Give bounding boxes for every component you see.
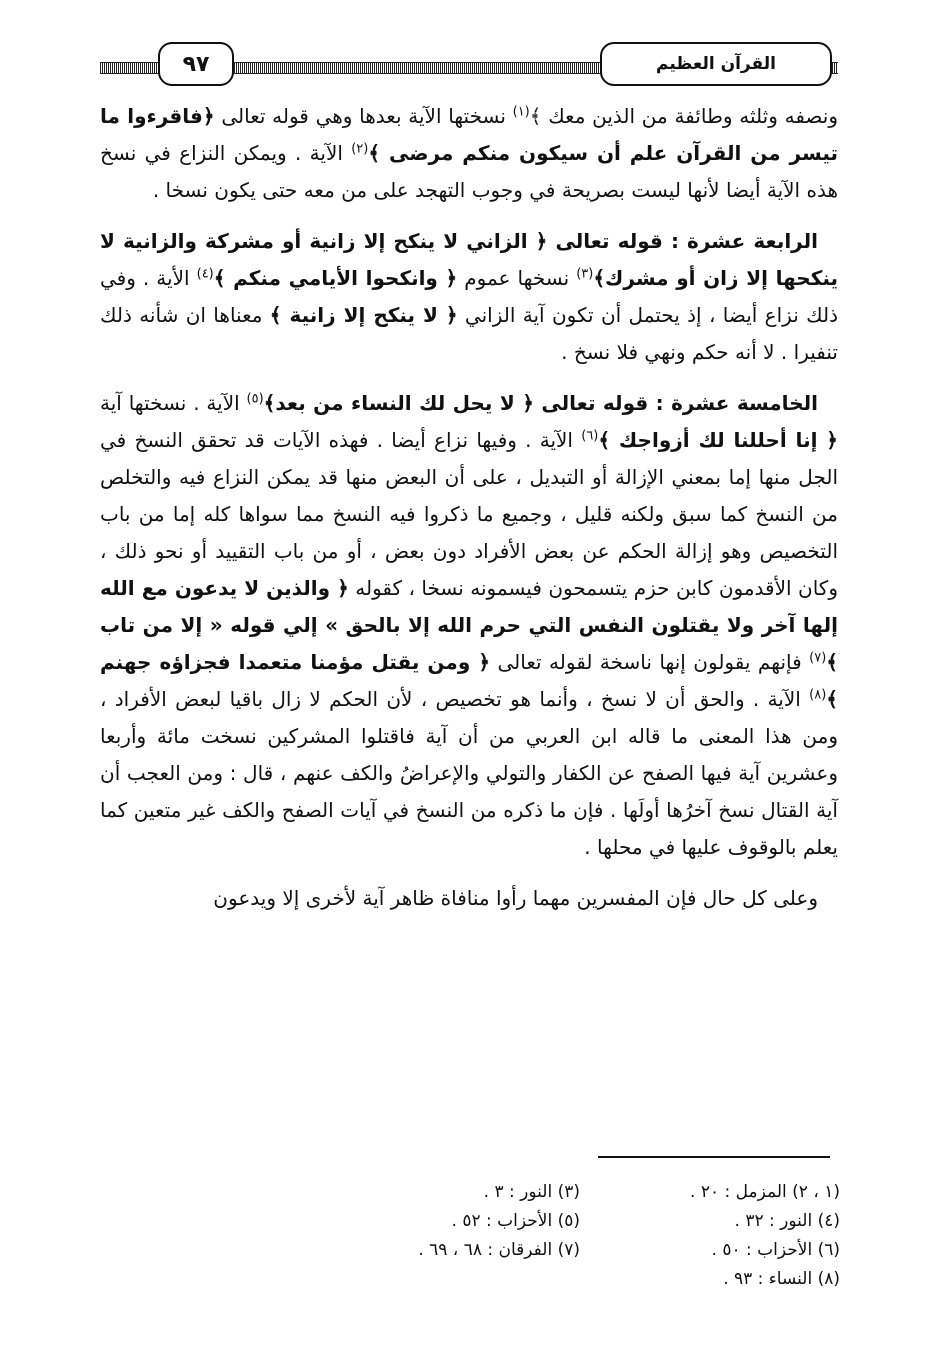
- paragraph-4: [100, 880, 838, 917]
- footnote-marker: (٦): [581, 428, 599, 444]
- page-number: ٩٧: [158, 42, 234, 86]
- footnote-divider: [598, 1156, 830, 1158]
- text-run: ونصفه وثلثه وطائفة من الذين معك ﴾: [529, 104, 838, 128]
- footnotes: [300, 1178, 840, 1294]
- paragraph-1: [100, 98, 838, 209]
- footnote-marker: (٥): [246, 391, 264, 407]
- text-run: الآية . والحق أن لا نسخ ، وأنما هو تخصيص ، لأن الحكم لا زال باقيا لبعض الأفراد ، ومن هذا المعنى ما قاله ابن العربي من أن آية فاقتلوا المشركين نسخت مائة وأربعا وعشرين آية فيها الصفح عن الكفار والتولي والإعراضُ والكف عنهم ، قال : ومن العجب أن آية القتال نسخ آخرُها أولَها . فإن ما ذكره من النسخ في آيات الصفح والكف غير متعين كما يعلم بالوقوف عليها في محلها .: [100, 687, 838, 859]
- footnote: (٦) الأحزاب : ٥٠ .: [711, 1240, 840, 1260]
- footnote-marker: (١): [512, 104, 530, 120]
- text-run: فإنهم يقولون إنها ناسخة لقوله تعالى: [490, 650, 810, 674]
- footnote-row: [300, 1207, 840, 1236]
- quran-verse: ﴿ لا يحل لك النساء من بعد﴾: [263, 391, 534, 415]
- footnote-marker: (٢): [351, 141, 369, 157]
- quran-verse: ﴿ إنا أحللنا لك أزواجك ﴾: [598, 428, 838, 452]
- quran-verse: ﴿ والذين لا يدعون مع الله إلها آخر ولا يقتلون النفس التي حرم الله إلا بالحق » إلي قوله « إلا من تاب ﴾: [100, 576, 838, 674]
- page-header: [100, 42, 838, 88]
- quran-verse: ﴿فاقرءوا ما تيسر من القرآن علم أن سيكون منكم مرضى ﴾: [100, 104, 838, 165]
- text-run: الآية . نسختها آية: [100, 391, 247, 415]
- paragraph-2: [100, 223, 838, 371]
- section-heading: الرابعة عشرة : قوله تعالى: [547, 229, 818, 253]
- footnote-marker: (٨): [809, 687, 827, 703]
- quran-verse: ﴿ ومن يقتل مؤمنا متعمدا فجزاؤه جهنم ﴾: [100, 650, 838, 711]
- text-run: الآية . ويمكن النزاع في نسخ هذه الآية أيضا لأنها ليست بصريحة في وجوب التهجد على من معه حتى يكون نسخا .: [100, 141, 838, 202]
- footnote-marker: (٤): [196, 266, 214, 282]
- running-title: القرآن العظيم: [600, 42, 832, 86]
- footnote-row: [300, 1178, 840, 1207]
- footnote: (٥) الأحزاب : ٥٢ .: [451, 1211, 580, 1231]
- text-run: نسخها عموم: [457, 266, 577, 290]
- footnote-marker: (٣): [576, 266, 594, 282]
- footnote-row: [300, 1236, 840, 1265]
- text-run: معناها ان شأنه ذلك تنفيرا . لا أنه حكم ونهي فلا نسخ .: [100, 303, 838, 364]
- quran-verse: ﴿ وانكحوا الأيامي منكم ﴾: [213, 266, 458, 290]
- footnote: (٤) النور : ٣٢ .: [734, 1211, 840, 1231]
- section-heading: الخامسة عشرة : قوله تعالى: [533, 391, 818, 415]
- quran-verse: ﴿ لا ينكح إلا زانية ﴾: [269, 303, 458, 327]
- footnote: (٧) الفرقان : ٦٨ ، ٦٩ .: [418, 1240, 580, 1260]
- quran-verse: ﴿ الزاني لا ينكح إلا زانية أو مشركة والزانية لا ينكحها إلا زان أو مشرك﴾: [100, 229, 839, 290]
- footnote-marker: (٧): [809, 650, 827, 666]
- text-run: الآية . وفيها نزاع أيضا . فهذه الآيات قد تحقق النسخ في الجل منها إما بمعني الإزالة أو التبديل ، على أن البعض منها قد يمكن النزاع فيه والتخلص من النسخ كما سبق ولكنه قليل ، وجميع ما ذكروا فيه النسخ مما سواها كله إما من باب التخصيص وهو إزالة الحكم عن بعض الأفراد دون بعض ، أو من باب التقييد أو نحو ذلك ، وكان الأقدمون كابن حزم يتسمحون فيسمونه نسخا ، كقوله: [100, 428, 838, 600]
- main-text: [100, 98, 838, 931]
- text-run: نسختها الآية بعدها وهي قوله تعالى: [214, 104, 513, 128]
- footnote-row: [300, 1265, 840, 1294]
- footnote: (٨) النساء : ٩٣ .: [723, 1269, 840, 1289]
- text-run: الأية . وفي ذلك نزاع أيضا ، إذ يحتمل أن تكون آية الزاني: [100, 266, 838, 327]
- text-run: وعلى كل حال فإن المفسرين مهما رأوا منافاة ظاهر آية لأخرى إلا ويدعون: [213, 886, 818, 910]
- footnote: (٣) النور : ٣ .: [483, 1182, 580, 1202]
- paragraph-3: [100, 385, 838, 866]
- footnote: (١ ، ٢) المزمل : ٢٠ .: [690, 1182, 840, 1202]
